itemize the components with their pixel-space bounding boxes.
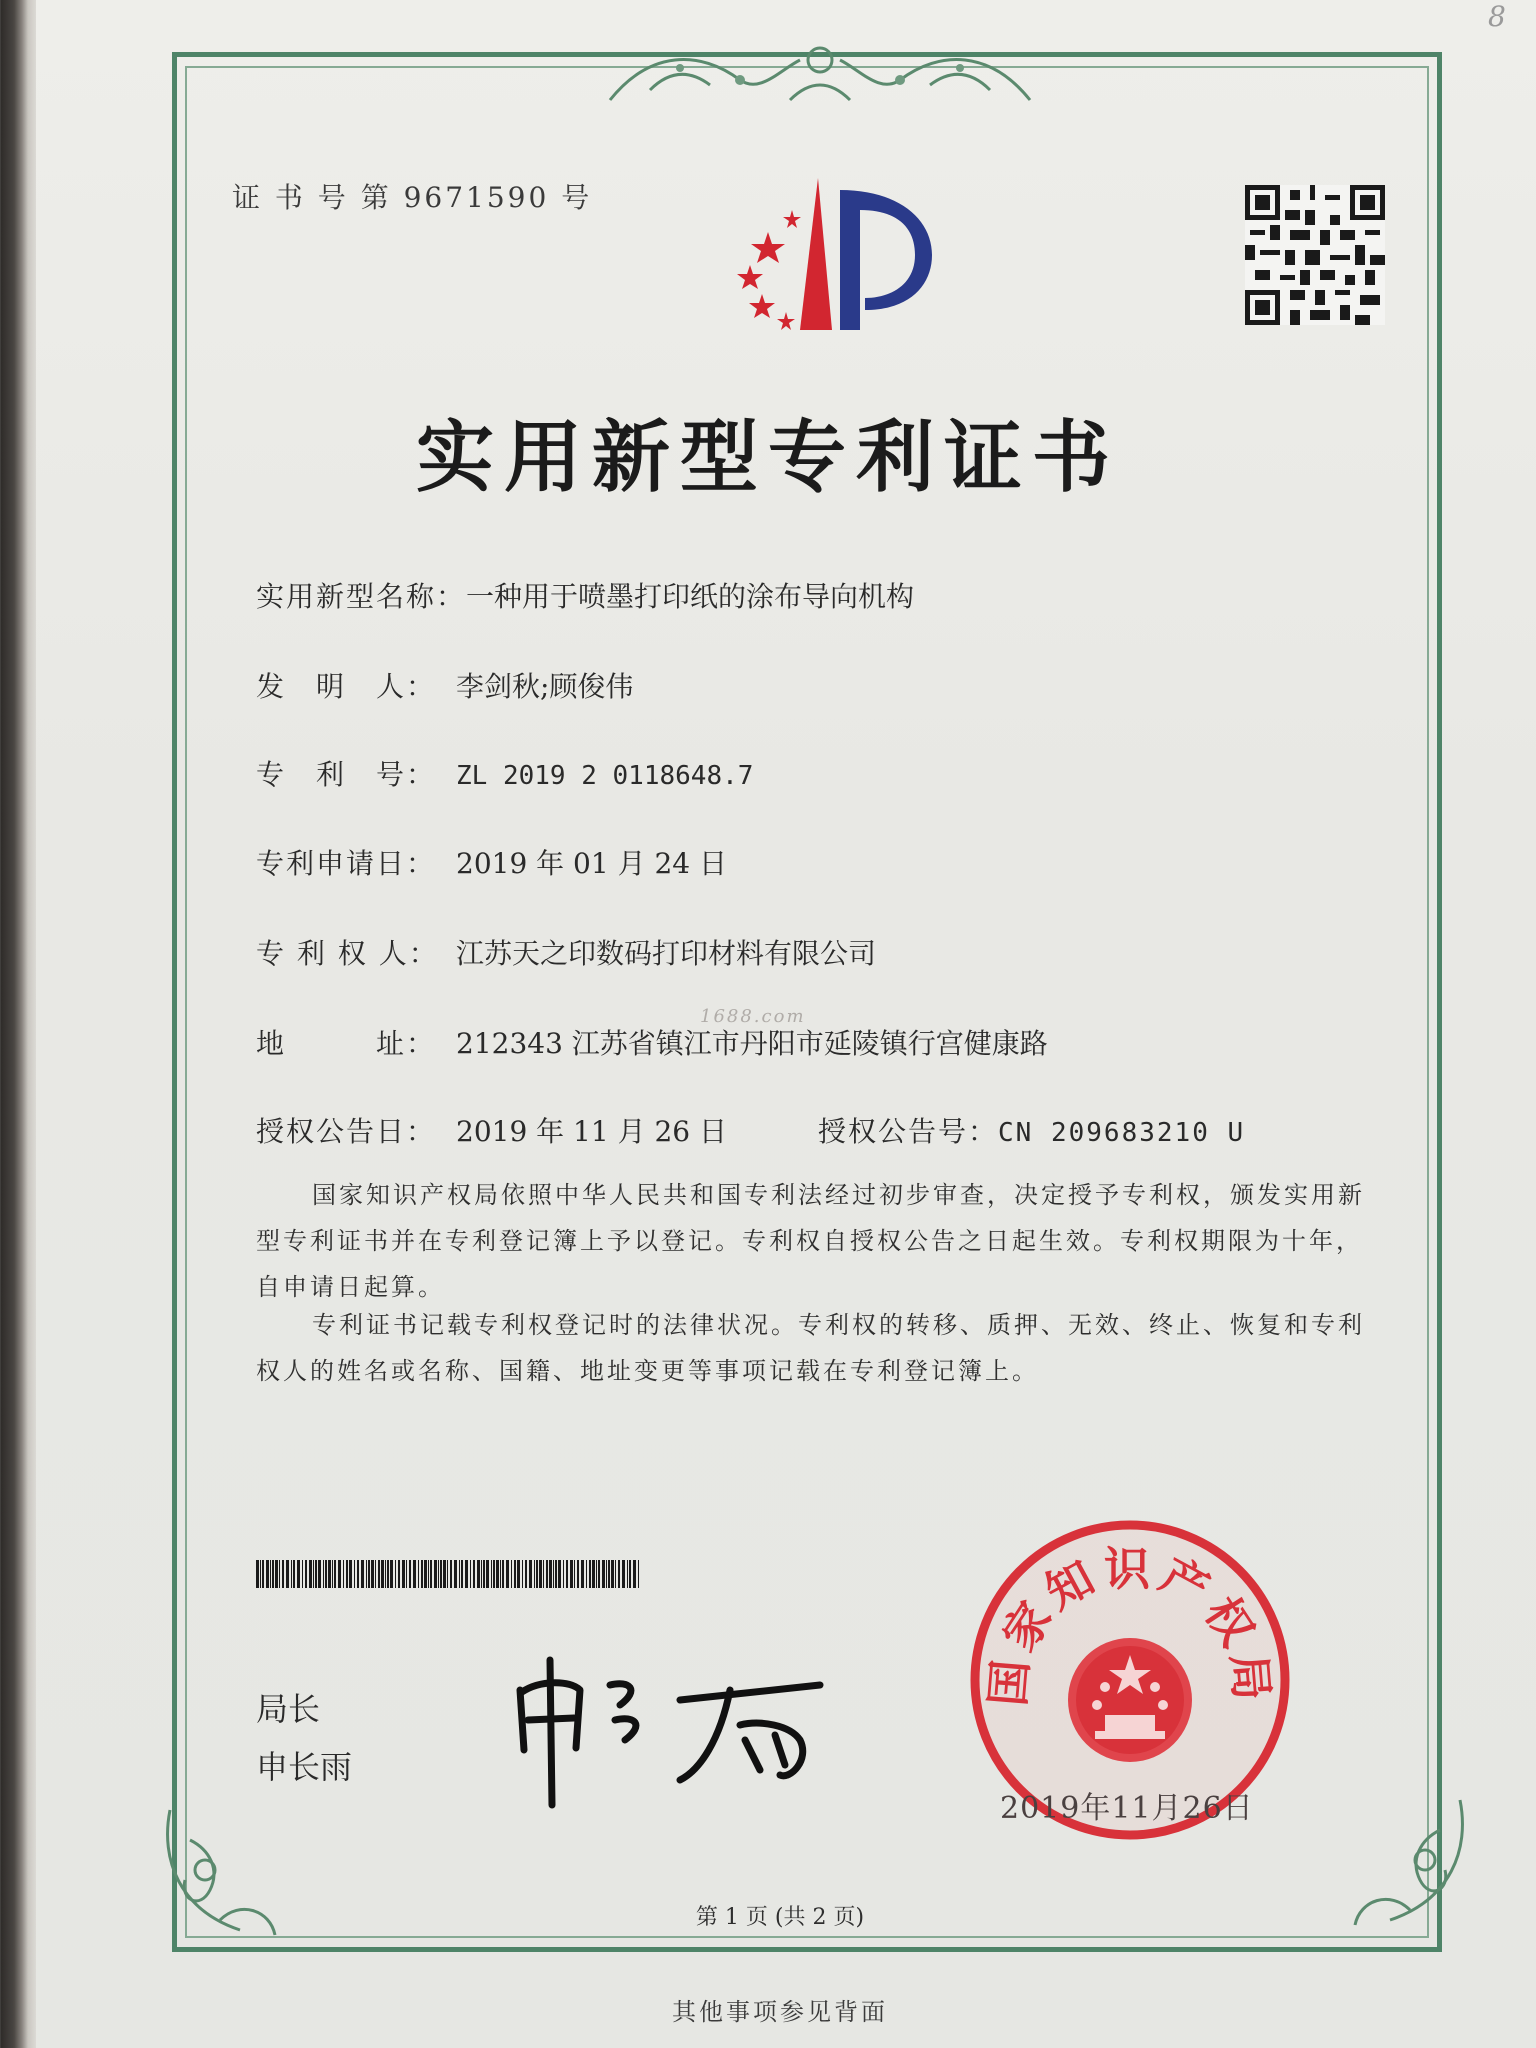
watermark: 1688.com [700, 1006, 806, 1027]
field-announcement-number [818, 1110, 1245, 1150]
field-announcement-date [256, 1110, 727, 1150]
certificate-title: 实用新型专利证书 [415, 413, 1120, 503]
handwritten-mark: 8 [1488, 0, 1506, 33]
field-patentee [256, 932, 876, 972]
signature-icon [500, 1630, 840, 1810]
field-value: 2019 年 01 月 24 日 [456, 847, 728, 880]
barcode-icon [256, 1560, 641, 1588]
field-utility-model-name [256, 575, 914, 615]
director-block [256, 1680, 352, 1796]
field-label: 实用新型名称： [256, 580, 467, 613]
field-label: 专 利 权 人： [256, 937, 439, 970]
back-note: 其他事项参见背面 [672, 1998, 888, 2026]
statement-paragraph-2: 专利证书记载专利权登记时的法律状况。专利权的转移、质押、无效、终止、恢复和专利权人的姓名或名称、国籍、地址变更等事项记载在专利登记簿上。 [256, 1311, 1365, 1385]
field-filing-date [256, 842, 727, 882]
top-ornament-icon [590, 30, 1050, 116]
statement-paragraph-1: 国家知识产权局依照中华人民共和国专利法经过初步审查，决定授予专利权，颁发实用新型专利证书并在专利登记簿上予以登记。专利权自授权公告之日起生效。专利权期限为十年，自申请日起算。 [256, 1181, 1365, 1301]
seal-text: 国家知识产权局 [980, 1542, 1280, 1709]
field-label: 专 利 号： [256, 758, 437, 791]
field-value: 212343 江苏省镇江市丹阳市延陵镇行宫健康路 [456, 1027, 1048, 1060]
certificate-number: 证 书 号 第 9671590 号 [232, 181, 593, 214]
cnipa-logo-icon [700, 170, 940, 350]
field-value: CN 209683210 U [998, 1118, 1246, 1148]
field-label: 发 明 人： [256, 670, 437, 703]
director-name: 申长雨 [256, 1748, 353, 1786]
qr-code-icon [1245, 185, 1385, 325]
field-label: 地 址： [256, 1027, 437, 1060]
field-value: ZL 2019 2 0118648.7 [456, 761, 754, 791]
field-value: 江苏天之印数码打印材料有限公司 [456, 937, 877, 970]
field-patent-number [256, 753, 753, 793]
page-number: 第 1 页 (共 2 页) [695, 1905, 865, 1930]
field-value: 李剑秋;顾俊伟 [456, 670, 634, 703]
seal-date: 2019年11月26日 [1000, 1791, 1254, 1826]
field-address [256, 1022, 1048, 1062]
field-label: 授权公告号： [818, 1115, 999, 1148]
field-label: 授权公告日： [256, 1115, 437, 1148]
field-inventor [256, 665, 633, 705]
field-label: 专利申请日： [256, 847, 437, 880]
field-value: 2019 年 11 月 26 日 [456, 1115, 728, 1148]
director-title: 局长 [256, 1690, 321, 1728]
field-value: 一种用于喷墨打印纸的涂布导向机构 [466, 580, 915, 613]
